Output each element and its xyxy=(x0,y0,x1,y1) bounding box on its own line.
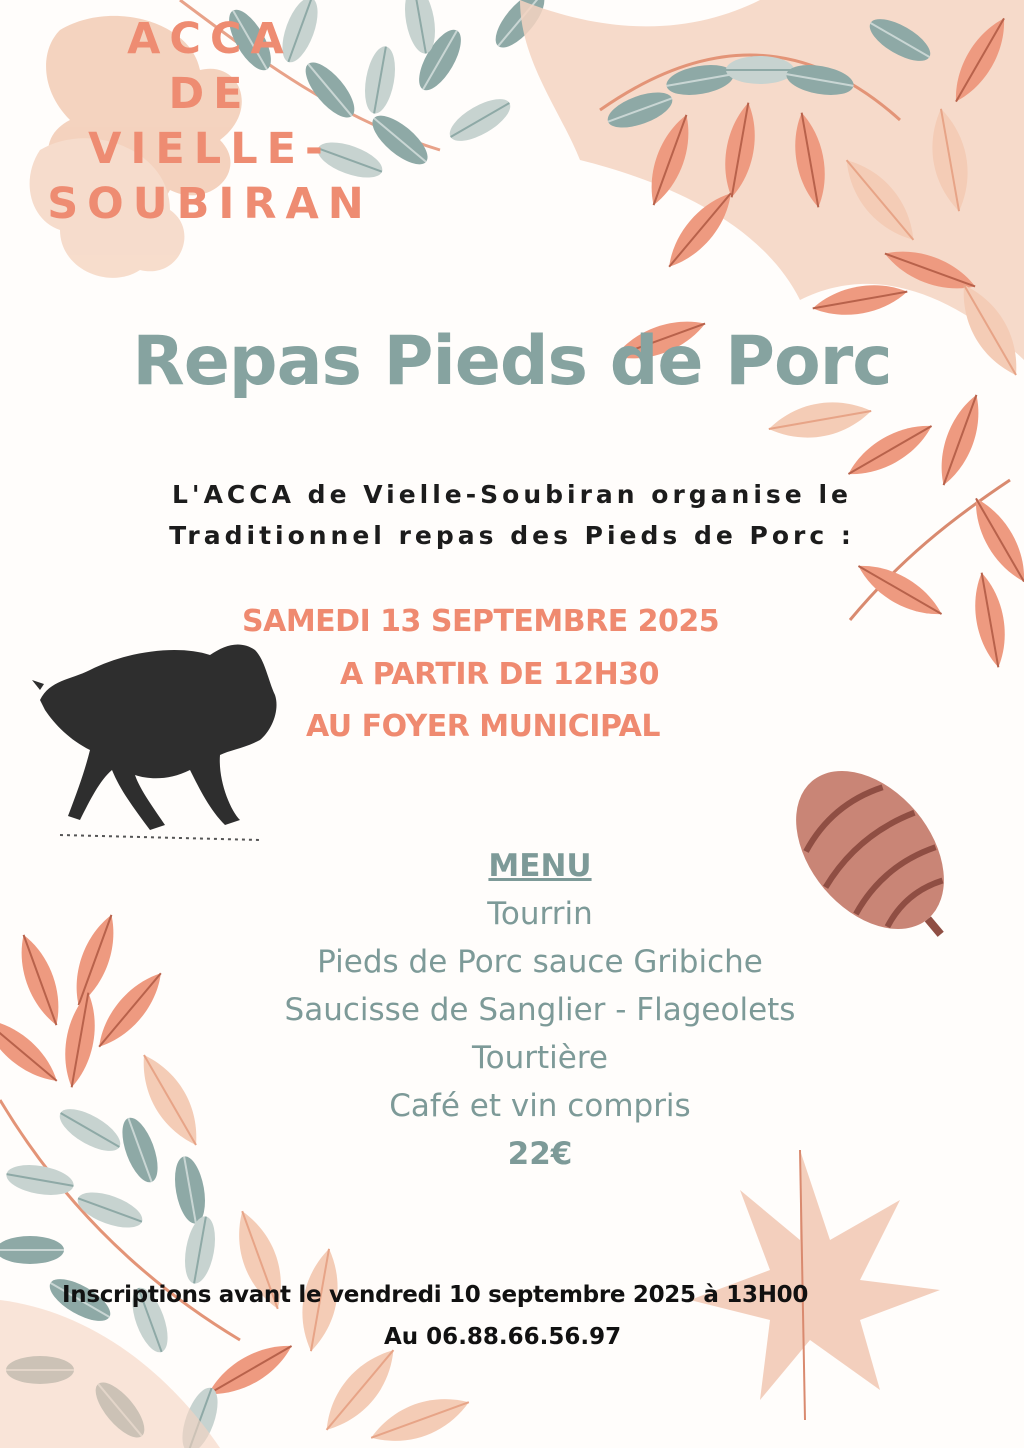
event-time: A PARTIR DE 12H30 xyxy=(340,657,659,692)
menu-item: Tourtière xyxy=(471,1040,608,1076)
intro-line: Traditionnel repas des Pieds de Porc : xyxy=(169,521,855,550)
intro-text xyxy=(0,474,1024,556)
organization-line: DE xyxy=(168,69,252,119)
organization-name xyxy=(20,12,400,232)
menu-item: Saucisse de Sanglier - Flageolets xyxy=(284,992,796,1028)
organization-line: SOUBIRAN xyxy=(47,179,373,229)
page-title: Repas Pieds de Porc xyxy=(132,322,892,401)
intro-line: L'ACCA de Vielle-Soubiran organise le xyxy=(172,480,852,509)
organization-line: ACCA xyxy=(127,14,293,64)
wild-boar-icon xyxy=(32,645,277,840)
event-place: AU FOYER MUNICIPAL xyxy=(306,709,661,744)
organization-line: VIELLE- xyxy=(88,124,332,174)
menu-price: 22€ xyxy=(507,1136,573,1172)
signup-deadline: Inscriptions avant le vendredi 10 septembre 2025 à 13H00 xyxy=(62,1282,809,1308)
menu-item: Pieds de Porc sauce Gribiche xyxy=(317,944,763,980)
signup-phone: Au 06.88.66.56.97 xyxy=(384,1324,622,1350)
menu-heading: MENU xyxy=(488,848,592,884)
menu-item: Café et vin compris xyxy=(389,1088,691,1124)
event-date: SAMEDI 13 SEPTEMBRE 2025 xyxy=(242,604,720,639)
menu-item: Tourrin xyxy=(487,896,593,932)
menu-section xyxy=(0,842,1024,1178)
